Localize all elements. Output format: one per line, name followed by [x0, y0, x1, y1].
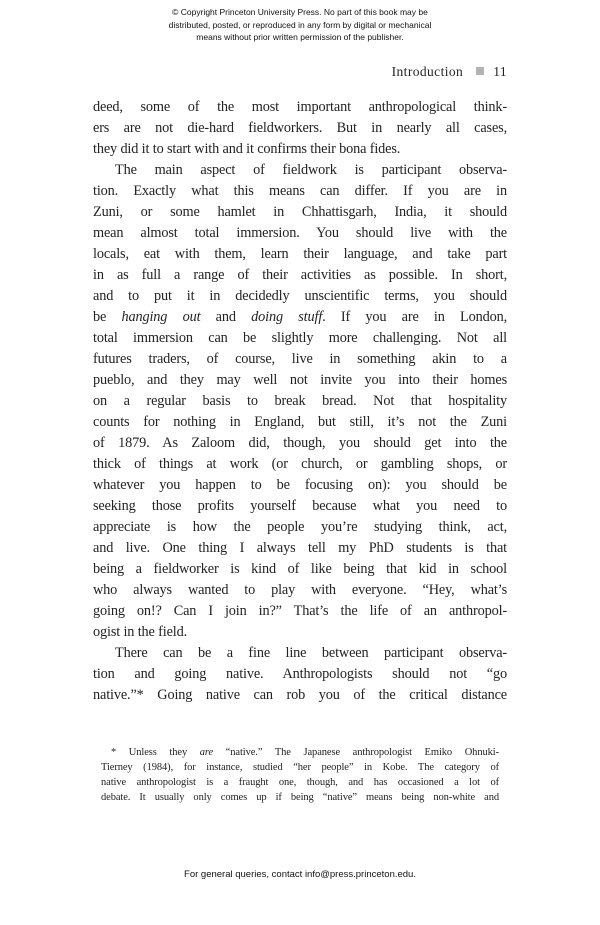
footer-query-note: For general queries, contact info@press.princeton.edu. — [184, 869, 416, 880]
text-segment: Tierney (1984), for instance, studied “her people” in Kobe. The category of — [101, 762, 499, 773]
text-line — [93, 244, 507, 265]
text-line — [93, 538, 507, 559]
text-segment: native.”* Going native can rob you of the critical distance — [93, 687, 507, 703]
text-line — [101, 745, 499, 760]
text-line — [93, 496, 507, 517]
text-line — [93, 265, 507, 286]
text-segment: “native.” The Japanese anthropologist Emiko Ohnuki- — [213, 747, 499, 758]
copyright-line: distributed, posted, or reproduced in any form by digital or mechanical — [168, 19, 432, 30]
paragraph — [93, 643, 507, 706]
text-segment: The main aspect of fieldwork is participant observa- — [115, 162, 507, 178]
text-segment: who always wanted to play with everyone. “Hey, what’s — [93, 582, 507, 598]
copyright-notice — [0, 6, 600, 44]
copyright-line: © Copyright Princeton University Press. No part of this book may be — [172, 7, 428, 17]
text-line — [101, 775, 499, 790]
text-segment: they did it to start with and it confirms their bona fides. — [93, 141, 401, 157]
section-title: Introduction — [391, 64, 464, 79]
text-segment: of 1879. As Zaloom did, though, you should get into the — [93, 435, 507, 451]
text-line — [93, 370, 507, 391]
text-line — [93, 622, 507, 643]
text-segment: and live. One thing I always tell my PhD students is that — [93, 540, 507, 556]
text-line — [93, 454, 507, 475]
paragraph — [101, 745, 499, 805]
text-segment: being a fieldworker is kind of like being that kid in school — [93, 561, 507, 577]
text-line — [93, 118, 507, 139]
text-line — [93, 643, 507, 664]
text-line — [93, 685, 507, 706]
text-line — [93, 160, 507, 181]
text-segment: pueblo, and they may well not invite you into their homes — [93, 372, 507, 388]
text-segment: going on!? Can I join in?” That’s the life of an anthropol- — [93, 603, 507, 619]
text-segment: on a regular basis to break bread. Not that hospitality — [93, 393, 507, 409]
text-segment: native anthropologist is a fraught one, though, and has occasioned a lot of — [101, 777, 499, 788]
text-line — [93, 391, 507, 412]
text-segment: seeking those profits yourself because what you need to — [93, 498, 507, 514]
text-segment: There can be a fine line between participant observa- — [115, 645, 507, 661]
text-line — [93, 286, 507, 307]
text-segment: and — [200, 309, 252, 325]
text-line — [93, 517, 507, 538]
text-segment: futures traders, of course, live in something akin to a — [93, 351, 507, 367]
text-line — [93, 580, 507, 601]
text-line — [101, 760, 499, 775]
text-segment: counts for nothing in England, but still, it’s not the Zuni — [93, 414, 507, 430]
text-line — [93, 139, 507, 160]
text-segment: deed, some of the most important anthropological think- — [93, 99, 507, 115]
text-line — [93, 433, 507, 454]
running-header — [93, 64, 507, 80]
text-segment: thick of things at work (or church, or gambling shops, or — [93, 456, 507, 472]
paragraph — [93, 97, 507, 160]
body-text — [93, 97, 507, 706]
text-line — [93, 475, 507, 496]
divider-square-icon — [476, 67, 484, 75]
text-segment: . If you are in London, — [322, 309, 508, 325]
text-segment: ogist in the field. — [93, 624, 188, 640]
text-segment: appreciate is how the people you’re studying think, act, — [93, 519, 507, 535]
paragraph — [93, 160, 507, 643]
text-line — [93, 181, 507, 202]
italic-text: doing stuff — [251, 309, 323, 325]
text-segment: and to put it in decidedly unscientific terms, you should — [93, 288, 507, 304]
text-line — [93, 223, 507, 244]
text-line — [93, 349, 507, 370]
text-segment: tion. Exactly what this means can differ. If you are in — [93, 183, 507, 199]
footnote — [101, 745, 499, 805]
text-segment: be — [93, 309, 122, 325]
text-segment: debate. It usually only comes up if being “native” means being non-white and — [101, 792, 499, 803]
italic-text: hanging out — [121, 309, 201, 325]
text-line — [93, 97, 507, 118]
italic-text: are — [199, 747, 214, 758]
text-segment: mean almost total immersion. You should live with the — [93, 225, 507, 241]
text-line — [93, 328, 507, 349]
text-segment: total immersion can be slightly more challenging. Not all — [93, 330, 507, 346]
text-segment: locals, eat with them, learn their language, and take part — [93, 246, 507, 262]
text-segment: in as full a range of their activities as possible. In short, — [93, 267, 507, 283]
text-line — [93, 559, 507, 580]
text-line — [93, 601, 507, 622]
text-line — [101, 790, 499, 805]
copyright-line: means without prior written permission of the publisher. — [196, 32, 404, 42]
text-segment: * Unless they — [111, 747, 200, 758]
text-line — [93, 412, 507, 433]
text-segment: ers are not die-hard fieldworkers. But in nearly all cases, — [93, 120, 507, 136]
page-number: 11 — [493, 64, 507, 79]
text-segment: whatever you happen to be focusing on): you should be — [93, 477, 507, 493]
text-line — [93, 307, 507, 328]
text-line — [93, 202, 507, 223]
text-segment: Zuni, or some hamlet in Chhattisgarh, India, it should — [93, 204, 507, 220]
text-segment: tion and going native. Anthropologists should not “go — [93, 666, 507, 682]
text-line — [93, 664, 507, 685]
